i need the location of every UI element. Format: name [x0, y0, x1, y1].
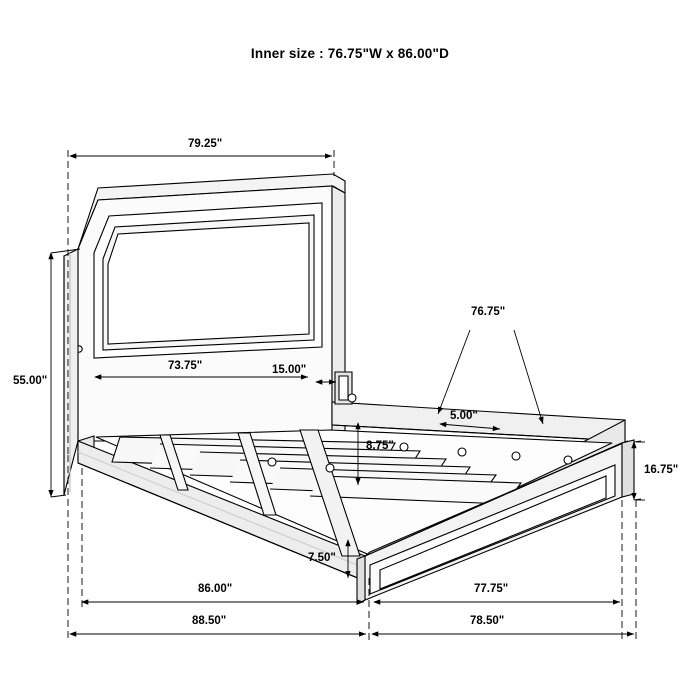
dimension-label-overall-depth-left: 88.50"	[192, 615, 227, 627]
dimension-label-deck-height: 8.75"	[366, 440, 394, 452]
bed-illustration	[64, 174, 634, 604]
dimension-label-rail-to-headboard: 15.00"	[272, 364, 307, 376]
dimension-label-overall-depth-right: 78.50"	[470, 615, 505, 627]
dimension-label-footboard-height: 16.75"	[644, 464, 679, 476]
dimension-label-side-rail-length: 77.75"	[474, 583, 509, 595]
page-title: Inner size : 76.75"W x 86.00"D	[250, 46, 450, 61]
dimension-label-overall-height: 55.00"	[13, 375, 48, 387]
dimension-label-headboard-panel-width: 73.75"	[168, 360, 203, 372]
dimension-label-slat-height: 5.00"	[450, 410, 478, 422]
dimension-label-clearance: 7.50"	[308, 552, 336, 564]
dimension-label-inner-depth: 86.00"	[198, 583, 233, 595]
dimension-label-headboard-width: 79.25"	[188, 138, 223, 150]
dimension-label-inner-width: 76.75"	[471, 306, 506, 318]
